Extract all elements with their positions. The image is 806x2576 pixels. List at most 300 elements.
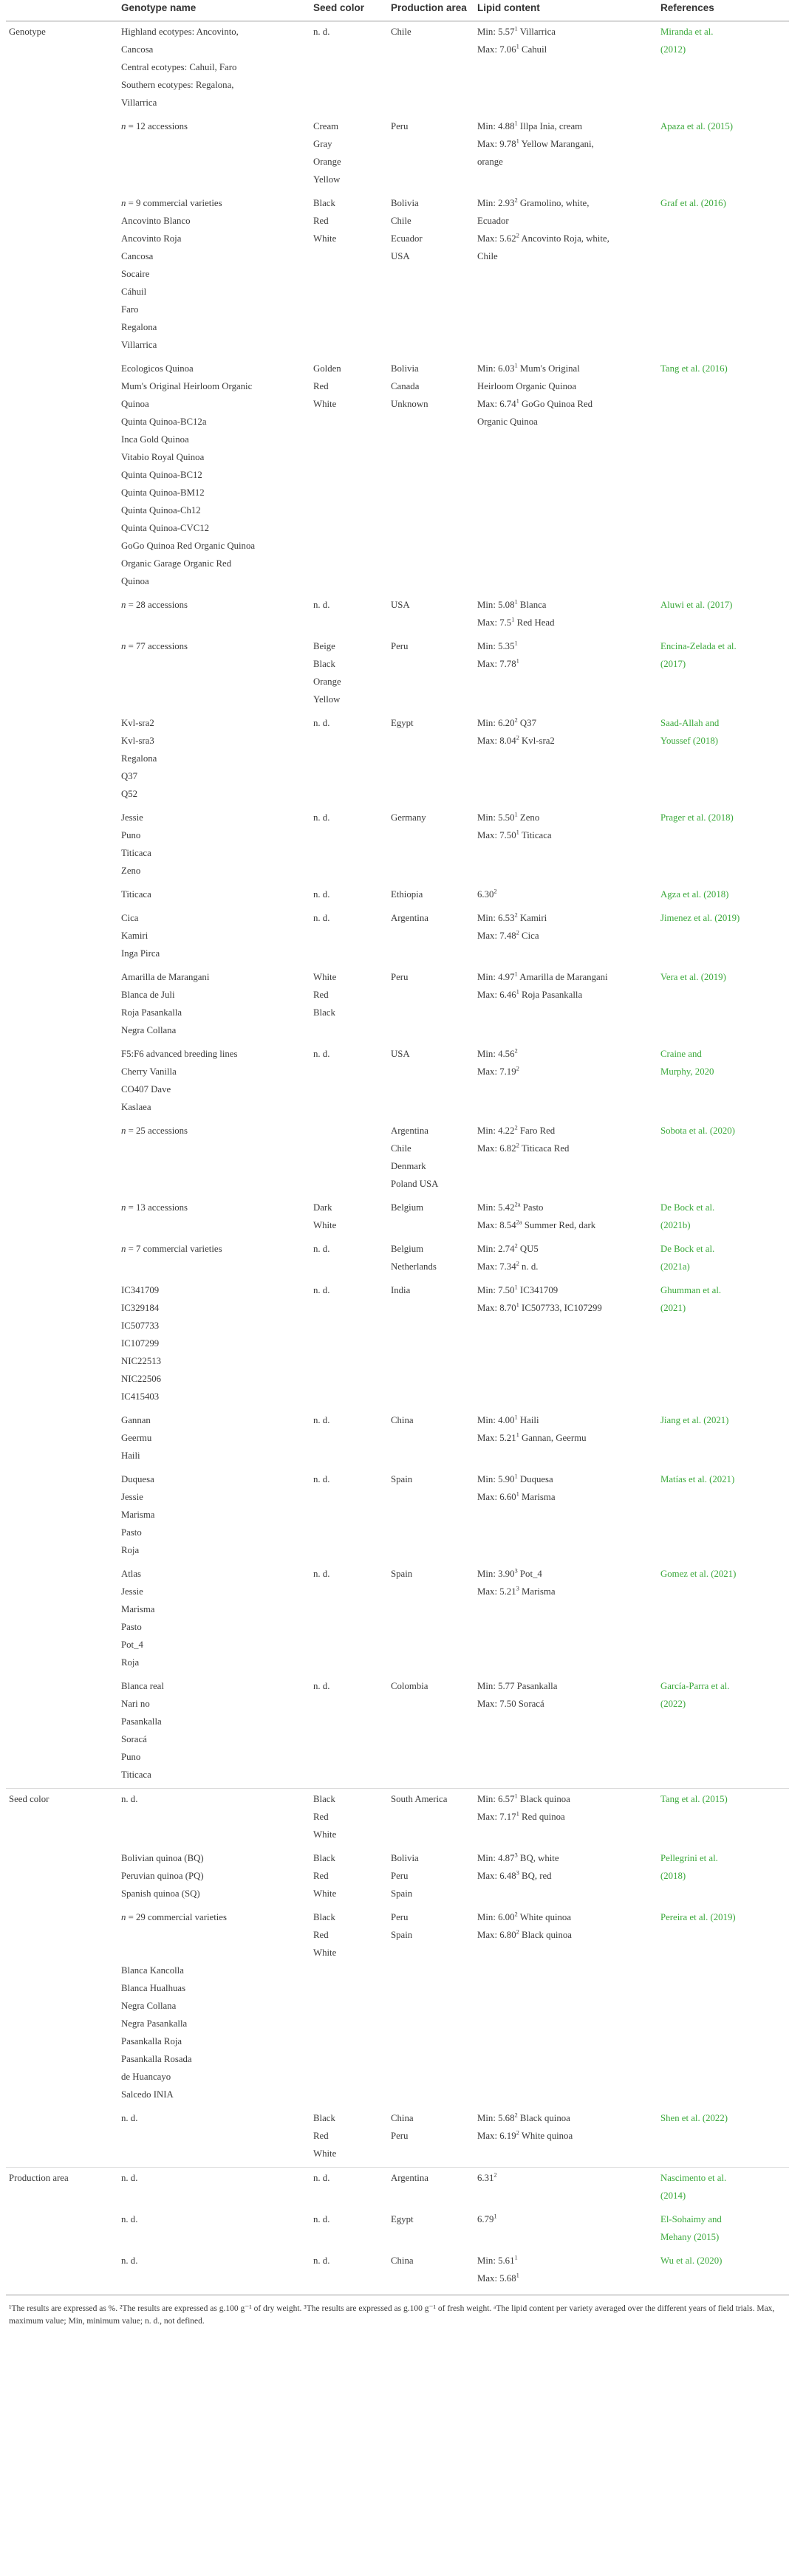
- footnote-marker: 1: [514, 1283, 518, 1291]
- reference-line[interactable]: (2021): [660, 1303, 686, 1313]
- reference-cell: [658, 1676, 789, 1789]
- genotype-line: [121, 1944, 307, 1962]
- genotype-line: Blanca de Juli: [121, 990, 175, 1000]
- lipid-value: 6.31: [477, 2173, 494, 2183]
- category-cell: [6, 1120, 118, 1197]
- reference-line[interactable]: Matías et al. (2021): [660, 1474, 735, 1484]
- footnote-marker: 1: [514, 2253, 518, 2261]
- lipid-value: Max: 7.50: [477, 830, 516, 840]
- footnote-marker: 3: [514, 1851, 518, 1859]
- genotype-line: de Huancayo: [121, 2072, 171, 2082]
- lipid-value: Min: 4.22: [477, 1126, 515, 1136]
- production-area-cell: [388, 1410, 474, 1469]
- seed-color-line: Black: [313, 659, 335, 669]
- genotype-line: IC415403: [121, 1391, 160, 1402]
- reference-line[interactable]: Craine and: [660, 1049, 702, 1059]
- category-cell: [6, 358, 118, 595]
- lipid-line: [477, 732, 655, 750]
- reference-line[interactable]: Tang et al. (2015): [660, 1794, 728, 1804]
- production-area-line: Spain: [391, 1569, 413, 1579]
- lipid-cell: [474, 1469, 658, 1563]
- table-row: [6, 1469, 789, 1563]
- footnote-marker: 3: [516, 1868, 519, 1877]
- genotype-line: Jessie: [121, 1586, 143, 1597]
- lipid-cell: [474, 2250, 658, 2292]
- reference-line[interactable]: Youssef (2018): [660, 736, 718, 746]
- lipid-line: [477, 927, 655, 945]
- production-area-line: Peru: [391, 2131, 409, 2141]
- genotype-line: Titicaca: [121, 889, 151, 900]
- production-area-line: Peru: [391, 121, 409, 131]
- genotype-line: Puno: [121, 1752, 141, 1762]
- lipid-line: [477, 41, 655, 58]
- production-area-line: India: [391, 1285, 411, 1295]
- reference-line[interactable]: Tang et al. (2016): [660, 363, 728, 374]
- lipid-variety: Cahuil: [519, 44, 547, 55]
- lipid-line: [477, 1122, 655, 1140]
- lipid-line: [477, 1867, 655, 1885]
- table-row: [6, 1044, 789, 1120]
- reference-line[interactable]: Miranda et al.: [660, 27, 714, 37]
- reference-cell: [658, 358, 789, 595]
- lipid-line: [477, 886, 655, 903]
- genotype-line: Kvl-sra2: [121, 718, 154, 728]
- lipid-variety: Black quinoa: [517, 1794, 570, 1804]
- reference-line[interactable]: Pereira et al. (2019): [660, 1912, 736, 1922]
- genotype-cell: [118, 967, 310, 1044]
- lipid-line: [477, 637, 655, 655]
- genotype-line: CO407 Dave: [121, 1084, 171, 1095]
- genotype-line: Ancovinto Blanco: [121, 216, 191, 226]
- production-area-cell: [388, 2108, 474, 2168]
- seed-color-line: Cream: [313, 121, 339, 131]
- production-area-cell: [388, 807, 474, 884]
- reference-line[interactable]: Saad-Allah and: [660, 718, 720, 728]
- seed-color-line: n. d.: [313, 812, 330, 823]
- lipid-value: Max: 7.19: [477, 1066, 516, 1077]
- genotype-line: Regalona: [121, 322, 157, 332]
- reference-line[interactable]: (2014): [660, 2190, 686, 2201]
- production-area-line: Egypt: [391, 2214, 414, 2224]
- lipid-line: [477, 1695, 655, 1713]
- lipid-value: Min: 5.61: [477, 2255, 515, 2266]
- genotype-line: Regalona: [121, 753, 157, 764]
- lipid-value: Max: 6.74: [477, 399, 516, 409]
- lipid-line: [477, 230, 655, 247]
- production-area-cell: [388, 116, 474, 193]
- reference-line[interactable]: (2017): [660, 659, 686, 669]
- production-area-line: Netherlands: [391, 1261, 437, 1272]
- genotype-line: Zeno: [121, 866, 141, 876]
- production-area-line: Canada: [391, 381, 420, 391]
- genotype-line: Soracá: [121, 1734, 147, 1744]
- genotype-cell: [118, 116, 310, 193]
- lipid-cell: [474, 193, 658, 358]
- lipid-value: 6.30: [477, 889, 494, 900]
- reference-cell: [658, 2168, 789, 2210]
- footnote-marker: 2: [514, 716, 518, 724]
- production-area-line: China: [391, 1415, 414, 1425]
- header-lipid-content: Lipid content: [474, 0, 658, 21]
- production-area-cell: [388, 967, 474, 1044]
- seed-color-line: n. d.: [313, 2255, 330, 2266]
- category-label: Genotype: [9, 27, 46, 37]
- lipid-value: Organic Quinoa: [477, 417, 538, 427]
- lipid-variety: Amarilla de Marangani: [517, 972, 608, 982]
- footnote-marker: 2a: [516, 1218, 522, 1226]
- genotype-line: Kamiri: [121, 931, 148, 941]
- lipid-line: [477, 1583, 655, 1600]
- reference-line[interactable]: Prager et al. (2018): [660, 812, 734, 823]
- lipid-line: [477, 1140, 655, 1157]
- reference-line[interactable]: De Bock et al.: [660, 1244, 715, 1254]
- production-area-line: Spain: [391, 1930, 413, 1940]
- seed-color-line: Black: [313, 1853, 335, 1863]
- footnote-marker: 1: [514, 1413, 518, 1421]
- lipid-variety: Pot_4: [517, 1569, 542, 1579]
- genotype-cell: [118, 21, 310, 117]
- lipid-value: Max: 7.5: [477, 617, 512, 628]
- genotype-line: Pasankalla Rosada: [121, 2054, 192, 2064]
- table-row: [6, 2108, 789, 2168]
- reference-line[interactable]: Agza et al. (2018): [660, 889, 729, 900]
- genotype-line: Spanish quinoa (SQ): [121, 1888, 200, 1899]
- lipid-line: [477, 1411, 655, 1429]
- production-area-line: China: [391, 2255, 414, 2266]
- production-area-line: Peru: [391, 972, 409, 982]
- table-row: [6, 1907, 789, 2108]
- header-category: [6, 0, 118, 21]
- reference-cell: [658, 1120, 789, 1197]
- table-row: [6, 193, 789, 358]
- lipid-value: Max: 6.19: [477, 2131, 516, 2141]
- reference-line[interactable]: Apaza et al. (2015): [660, 121, 734, 131]
- lipid-variety: Pasto: [520, 1202, 544, 1213]
- category-cell: [6, 884, 118, 908]
- table-row: [6, 1239, 789, 1280]
- genotype-cell: [118, 1410, 310, 1469]
- lipid-value: Min: 4.56: [477, 1049, 515, 1059]
- lipid-variety: Roja Pasankalla: [519, 990, 583, 1000]
- reference-line[interactable]: Encina-Zelada et al.: [660, 641, 737, 651]
- reference-cell: [658, 713, 789, 807]
- lipid-line: [477, 360, 655, 377]
- footnote-line: ¹The results are expressed as %. ²The results are expressed as g.100 g⁻¹ of dry weight. ³The results are expressed as g.100 g⁻¹ of fresh weight. ᵃThe lipid content per variety averaged over: [9, 2304, 643, 2313]
- genotype-line: Pot_4: [121, 1640, 143, 1650]
- seed-color-line: Yellow: [313, 694, 341, 705]
- genotype-line: n = 7 commercial varieties: [121, 1244, 222, 1254]
- production-area-line: Ethiopia: [391, 889, 423, 900]
- category-cell: [6, 1907, 118, 2108]
- reference-line[interactable]: (2021a): [660, 1261, 690, 1272]
- reference-line[interactable]: Jiang et al. (2021): [660, 1415, 729, 1425]
- reference-line[interactable]: (2021b): [660, 1220, 691, 1230]
- genotype-line: Kaslaea: [121, 1102, 151, 1112]
- lipid-value: Max: 6.46: [477, 990, 516, 1000]
- seed-color-cell: [310, 908, 388, 967]
- seed-color-line: White: [313, 1948, 337, 1958]
- genotype-line: Highland ecotypes: Ancovinto,: [121, 27, 239, 37]
- seed-color-cell: [310, 193, 388, 358]
- genotype-line: Duquesa: [121, 1474, 154, 1484]
- category-cell: [6, 1410, 118, 1469]
- reference-line[interactable]: (2022): [660, 1699, 686, 1709]
- header-genotype-name: Genotype name: [118, 0, 310, 21]
- lipid-variety: Zeno: [517, 812, 540, 823]
- reference-line[interactable]: (2018): [660, 1871, 686, 1881]
- reference-line[interactable]: Pellegrini et al.: [660, 1853, 718, 1863]
- seed-color-cell: [310, 1239, 388, 1280]
- category-cell: [6, 1789, 118, 1849]
- lipid-value: Min: 7.50: [477, 1285, 515, 1295]
- genotype-cell: [118, 1789, 310, 1849]
- genotype-cell: [118, 1848, 310, 1907]
- lipid-variety: Black quinoa: [517, 2113, 570, 2123]
- lipid-variety: Red quinoa: [519, 1812, 565, 1822]
- lipid-value: Chile: [477, 251, 498, 261]
- reference-line[interactable]: Graf et al. (2016): [660, 198, 726, 208]
- category-cell: [6, 713, 118, 807]
- footnote-marker: 2a: [514, 1200, 521, 1208]
- lipid-cell: [474, 807, 658, 884]
- genotype-cell: [118, 2108, 310, 2168]
- lipid-variety: Cica: [519, 931, 539, 941]
- footnote-marker: 1: [514, 1792, 518, 1800]
- lipid-line: [477, 1488, 655, 1506]
- lipid-line: [477, 194, 655, 212]
- reference-cell: [658, 636, 789, 713]
- footnote-marker: 1: [516, 828, 519, 836]
- reference-line[interactable]: Wu et al. (2020): [660, 2255, 723, 2266]
- footnote-marker: 3: [514, 1566, 518, 1575]
- lipid-line: [477, 153, 655, 171]
- lipid-variety: IC507733, IC107299: [519, 1303, 602, 1313]
- reference-line[interactable]: Vera et al. (2019): [660, 972, 726, 982]
- seed-color-line: White: [313, 1829, 337, 1840]
- reference-line[interactable]: Mehany (2015): [660, 2232, 720, 2242]
- genotype-line: Blanca Kancolla: [121, 1965, 184, 1976]
- lipid-line: [477, 1216, 655, 1234]
- reference-line[interactable]: (2012): [660, 44, 686, 55]
- footnote-marker: 2: [516, 733, 519, 741]
- table-row: [6, 1789, 789, 1849]
- lipid-value: Max: 6.82: [477, 1143, 516, 1154]
- lipid-cell: [474, 636, 658, 713]
- production-area-line: Germany: [391, 812, 426, 823]
- genotype-line: Socaire: [121, 269, 150, 279]
- lipid-cell: [474, 1280, 658, 1410]
- lipid-variety: BQ, red: [519, 1871, 552, 1881]
- seed-color-cell: [310, 636, 388, 713]
- production-area-cell: [388, 1239, 474, 1280]
- lipid-value: Max: 7.06: [477, 44, 516, 55]
- lipid-variety: Gannan, Geermu: [519, 1433, 587, 1443]
- category-cell: [6, 1563, 118, 1676]
- lipid-variety: Black quinoa: [519, 1930, 572, 1940]
- production-area-line: Bolivia: [391, 198, 419, 208]
- lipid-value: Min: 2.74: [477, 1244, 515, 1254]
- genotype-cell: [118, 2209, 310, 2250]
- seed-color-line: Red: [313, 381, 329, 391]
- lipid-line: [477, 1677, 655, 1695]
- reference-line[interactable]: Gomez et al. (2021): [660, 1569, 737, 1579]
- seed-color-line: Red: [313, 1812, 329, 1822]
- seed-color-cell: [310, 358, 388, 595]
- lipid-value: Min: 5.08: [477, 600, 515, 610]
- seed-color-line: n. d.: [313, 2173, 330, 2183]
- footnote-marker: 2: [514, 2111, 518, 2119]
- genotype-line: IC107299: [121, 1338, 160, 1349]
- seed-color-line: Black: [313, 198, 335, 208]
- production-area-line: Denmark: [391, 1161, 426, 1171]
- production-area-line: Argentina: [391, 913, 428, 923]
- reference-line[interactable]: Shen et al. (2022): [660, 2113, 728, 2123]
- footnote-marker: 1: [516, 42, 519, 50]
- table-row: [6, 595, 789, 636]
- lipid-value: Max: 9.78: [477, 139, 516, 149]
- lipid-variety: White quinoa: [519, 2131, 573, 2141]
- genotype-line: Villarrica: [121, 97, 157, 108]
- reference-line[interactable]: Ghumman et al.: [660, 1285, 722, 1295]
- footnote-marker: 1: [514, 1472, 518, 1480]
- footnote-marker: 1: [514, 970, 518, 978]
- footnote-marker: 2: [514, 1123, 518, 1131]
- seed-color-cell: [310, 2209, 388, 2250]
- lipid-cell: [474, 1907, 658, 2108]
- category-cell: [6, 2250, 118, 2292]
- production-area-line: USA: [391, 251, 410, 261]
- table-row: [6, 1410, 789, 1469]
- seed-color-cell: [310, 2168, 388, 2210]
- production-area-line: Chile: [391, 216, 411, 226]
- footnote-marker: 2: [516, 928, 519, 936]
- reference-line[interactable]: Aluwi et al. (2017): [660, 600, 733, 610]
- lipid-value: Min: 4.97: [477, 972, 515, 982]
- production-area-line: Bolivia: [391, 1853, 419, 1863]
- seed-color-line: White: [313, 233, 337, 244]
- table-footnote: [6, 2295, 789, 2328]
- lipid-line: [477, 1790, 655, 1808]
- category-cell: [6, 807, 118, 884]
- lipid-value: Max: 7.48: [477, 931, 516, 941]
- genotype-line: Geermu: [121, 1433, 152, 1443]
- lipid-cell: [474, 908, 658, 967]
- seed-color-cell: [310, 1469, 388, 1563]
- production-area-cell: [388, 884, 474, 908]
- lipid-value: Heirloom Organic Quinoa: [477, 381, 577, 391]
- reference-line[interactable]: Sobota et al. (2020): [660, 1126, 735, 1136]
- genotype-line: n = 28 accessions: [121, 600, 188, 610]
- genotype-line: Bolivian quinoa (BQ): [121, 1853, 204, 1863]
- genotype-cell: [118, 908, 310, 967]
- table-row: [6, 713, 789, 807]
- lipid-value: Max: 7.17: [477, 1812, 516, 1822]
- seed-color-line: n. d.: [313, 718, 330, 728]
- table-row: [6, 21, 789, 117]
- lipid-line: [477, 1199, 655, 1216]
- genotype-line: Q37: [121, 771, 138, 781]
- reference-line[interactable]: García-Parra et al.: [660, 1681, 730, 1691]
- production-area-line: Peru: [391, 1912, 409, 1922]
- footnote-marker: 1: [511, 615, 515, 623]
- lipid-value: Min: 4.00: [477, 1415, 515, 1425]
- seed-color-line: White: [313, 1888, 337, 1899]
- seed-color-line: Gray: [313, 139, 332, 149]
- lipid-value: Min: 5.90: [477, 1474, 515, 1484]
- lipid-value: Min: 5.42: [477, 1202, 515, 1213]
- reference-line[interactable]: Murphy, 2020: [660, 1066, 714, 1077]
- lipid-value: Max: 5.68: [477, 2273, 516, 2284]
- category-cell: [6, 1239, 118, 1280]
- genotype-line: Villarrica: [121, 340, 157, 350]
- genotype-line: n = 29 commercial varieties: [121, 1912, 227, 1922]
- genotype-line: n. d.: [121, 2113, 138, 2123]
- genotype-line: Kvl-sra3: [121, 736, 154, 746]
- seed-color-line: Beige: [313, 641, 335, 651]
- lipid-line: [477, 2270, 655, 2287]
- lipid-variety: Titicaca: [519, 830, 552, 840]
- seed-color-line: Red: [313, 2131, 329, 2141]
- lipid-variety: Q37: [517, 718, 536, 728]
- lipid-value: Min: 6.03: [477, 363, 515, 374]
- seed-color-line: Orange: [313, 157, 341, 167]
- footnote-marker: 1: [514, 361, 518, 369]
- reference-cell: [658, 1044, 789, 1120]
- genotype-line: Negra Collana: [121, 1025, 177, 1035]
- genotype-line: Quinta Quinoa-CVC12: [121, 523, 210, 533]
- production-area-line: Peru: [391, 641, 409, 651]
- genotype-line: GoGo Quinoa Red Organic Quinoa: [121, 541, 256, 551]
- genotype-line: n. d.: [121, 2214, 138, 2224]
- genotype-line: Pasto: [121, 1622, 142, 1632]
- category-cell: [6, 1848, 118, 1907]
- genotype-cell: [118, 1469, 310, 1563]
- genotype-line: F5:F6 advanced breeding lines: [121, 1049, 238, 1059]
- reference-line[interactable]: De Bock et al.: [660, 1202, 715, 1213]
- lipid-line: [477, 247, 655, 265]
- seed-color-cell: [310, 1676, 388, 1789]
- seed-color-cell: [310, 807, 388, 884]
- reference-line[interactable]: El-Sohaimy and: [660, 2214, 722, 2224]
- reference-line[interactable]: Nascimento et al.: [660, 2173, 727, 2183]
- lipid-variety: Kvl-sra2: [519, 736, 555, 746]
- lipid-variety: Blanca: [517, 600, 547, 610]
- lipid-line: [477, 2252, 655, 2270]
- lipid-variety: Red Head: [514, 617, 555, 628]
- seed-color-cell: [310, 21, 388, 117]
- seed-color-line: White: [313, 972, 337, 982]
- genotype-line: Cancosa: [121, 44, 154, 55]
- lipid-variety: Summer Red, dark: [522, 1220, 596, 1230]
- category-cell: [6, 2168, 118, 2210]
- genotype-line: Central ecotypes: Cahuil, Faro: [121, 62, 237, 72]
- genotype-cell: [118, 1280, 310, 1410]
- genotype-line: Pasto: [121, 1527, 142, 1538]
- lipid-value: Ecuador: [477, 216, 509, 226]
- seed-color-cell: [310, 1120, 388, 1197]
- production-area-line: Belgium: [391, 1244, 424, 1254]
- lipid-variety: Marisma: [519, 1586, 556, 1597]
- genotype-line: Titicaca: [121, 848, 151, 858]
- genotype-line: n = 25 accessions: [121, 1126, 188, 1136]
- lipid-line: [477, 1808, 655, 1826]
- footnote-marker: 1: [516, 657, 519, 665]
- production-area-cell: [388, 193, 474, 358]
- genotype-line: Quinta Quinoa-Ch12: [121, 505, 201, 515]
- reference-line[interactable]: Jimenez et al. (2019): [660, 913, 740, 923]
- lipid-value: Max: 8.04: [477, 736, 516, 746]
- lipid-content-table: [6, 0, 789, 2292]
